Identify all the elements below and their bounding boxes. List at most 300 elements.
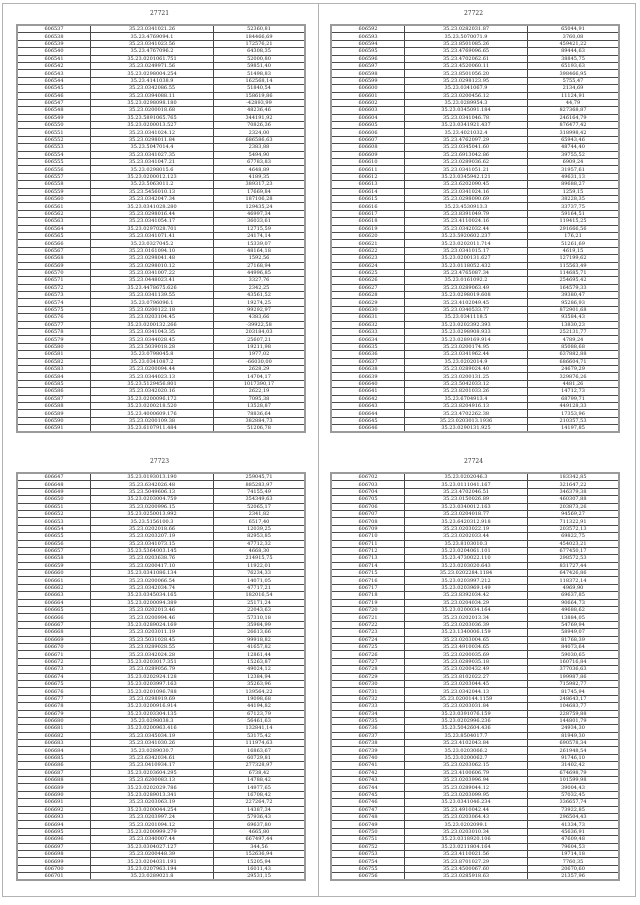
table-row (17, 850, 305, 857)
row-id-cell: 606647 (17, 473, 91, 481)
row-code-cell: 35.23.0304027.127 (91, 843, 214, 850)
row-id-cell: 606627 (331, 284, 405, 291)
row-id-cell: 606579 (17, 336, 91, 343)
table-row (17, 277, 305, 284)
row-id-cell: 606735 (331, 717, 405, 724)
row-id-cell: 606570 (17, 269, 91, 276)
row-id-cell: 606670 (17, 643, 91, 650)
row-id-cell: 606644 (331, 410, 405, 417)
row-code-cell: 35.23.0203063.19 (91, 799, 214, 806)
row-amount-cell: 64308,35 (214, 48, 306, 55)
row-id-cell: 606543 (17, 70, 91, 77)
row-amount-cell: 248643,17 (528, 695, 620, 702)
row-code-cell: 35.23.0341921.437 (405, 122, 528, 129)
row-amount-cell: 4619,15 (528, 247, 620, 254)
row-amount-cell: 104683,77 (528, 703, 620, 710)
row-code-cell: 35.23.0202018.66 (91, 525, 214, 532)
row-code-cell: 35.23.4910034.65 (405, 643, 528, 650)
row-code-cell: 35.23.0341028.280 (91, 203, 214, 210)
table-row (331, 402, 619, 409)
row-code-cell: 35.23.0298011.84 (91, 136, 214, 143)
row-code-cell: 35.23.5456010.13 (91, 188, 214, 195)
table-row (17, 299, 305, 306)
table-row (17, 533, 305, 540)
row-id-cell: 606747 (331, 806, 405, 813)
row-amount-cell: 647426,86 (528, 570, 620, 577)
row-amount-cell: 59030,65 (528, 651, 620, 658)
row-id-cell: 606724 (331, 636, 405, 643)
row-id-cell: 606591 (17, 425, 91, 433)
row-amount-cell: 176,21 (528, 232, 620, 239)
row-code-cell: 35.23.4520060.11 (405, 62, 528, 69)
row-amount-cell: 59851,40 (214, 62, 306, 69)
row-code-cell: 35.23.0298041.48 (91, 255, 214, 262)
row-amount-cell: 36033,61 (214, 218, 306, 225)
row-id-cell: 606668 (17, 629, 91, 636)
row-id-cell: 606664 (17, 599, 91, 606)
row-amount-cell: 15263,87 (214, 658, 306, 665)
row-code-cell: 35.23.5031028.45 (91, 636, 214, 643)
row-amount-cell: 872901,68 (528, 306, 620, 313)
row-id-cell: 606679 (17, 710, 91, 717)
row-amount-cell: 5494,90 (214, 151, 306, 158)
row-code-cell: 35.23.0298919.69 (91, 695, 214, 702)
row-code-cell: 35.23.0204061.101 (405, 547, 528, 554)
table-row (331, 358, 619, 365)
row-id-cell: 606626 (331, 277, 405, 284)
row-code-cell: 35.23.0285918.63 (405, 873, 528, 881)
row-id-cell: 606544 (17, 77, 91, 84)
row-code-cell: 35.23.4021032.4 (405, 129, 528, 136)
row-amount-cell: -42893,99 (214, 99, 306, 106)
row-code-cell: 35.23.8204916.13 (405, 402, 528, 409)
row-amount-cell: 59164,51 (528, 210, 620, 217)
row-amount-cell: 182016,54 (214, 592, 306, 599)
row-amount-cell: 47712,32 (214, 540, 306, 547)
row-code-cell: 35.23.0298019.608 (405, 292, 528, 299)
row-id-cell: 606696 (17, 836, 91, 843)
row-code-cell: 35.23.5891065.765 (91, 114, 214, 121)
table-row (331, 577, 619, 584)
row-id-cell: 606560 (17, 195, 91, 202)
row-code-cell: 35.23.0342086.55 (91, 85, 214, 92)
table-row (17, 791, 305, 798)
row-amount-cell: 827368,87 (528, 107, 620, 114)
row-amount-cell: 199987,86 (528, 673, 620, 680)
table-row (331, 570, 619, 577)
row-amount-cell: 3327,76 (214, 277, 306, 284)
row-amount-cell: 15339,07 (214, 240, 306, 247)
table-row (331, 373, 619, 380)
table-row (17, 129, 305, 136)
row-amount-cell: 677450,17 (528, 547, 620, 554)
row-amount-cell: 119415,25 (528, 218, 620, 225)
row-amount-cell: 31957,61 (528, 166, 620, 173)
row-code-cell: 35.23.0341087.2 (91, 358, 214, 365)
row-code-cell: 35.23.0289024.169 (91, 621, 214, 628)
row-code-cell: 35.23.0341043.35 (91, 329, 214, 336)
row-amount-cell: 78836,64 (214, 410, 306, 417)
row-amount-cell: 259045,71 (214, 473, 306, 481)
row-code-cell: 35.23.0342024.28 (91, 651, 214, 658)
table-row (331, 710, 619, 717)
table-row (331, 195, 619, 202)
table-row (331, 314, 619, 321)
row-amount-cell: 51498,83 (214, 70, 306, 77)
table-row (331, 33, 619, 40)
page-number: 27721 (149, 10, 170, 17)
table-row (331, 821, 619, 828)
table-row (331, 410, 619, 417)
row-code-cell: 35.23.0202284.1184 (405, 570, 528, 577)
row-id-cell: 606603 (331, 107, 405, 114)
table-row (331, 114, 619, 121)
row-amount-cell: 12715,59 (214, 225, 306, 232)
row-id-cell: 606610 (331, 159, 405, 166)
table-row (17, 747, 305, 754)
row-code-cell: 35.23.0200034.164 (405, 607, 528, 614)
table-row (17, 732, 305, 739)
row-id-cell: 606583 (17, 365, 91, 372)
row-amount-cell: 1977,02 (214, 351, 306, 358)
table-row (331, 873, 619, 881)
table-row (17, 688, 305, 695)
row-id-cell: 606633 (331, 329, 405, 336)
row-id-cell: 606719 (331, 599, 405, 606)
row-amount-cell: 21357,96 (528, 873, 620, 881)
row-code-cell: 35.23.0341007.22 (91, 269, 214, 276)
row-amount-cell: 43561,52 (214, 292, 306, 299)
row-amount-cell: 4383,66 (214, 314, 306, 321)
table-row (17, 865, 305, 872)
table-row (331, 473, 619, 481)
table-row (331, 380, 619, 387)
row-code-cell: 35.23.0249971.56 (91, 62, 214, 69)
row-code-cell: 35.23.4100606.79 (405, 769, 528, 776)
row-id-cell: 606576 (17, 314, 91, 321)
row-amount-cell: 15205,94 (214, 858, 306, 865)
table-row (17, 621, 305, 628)
row-code-cell: 35.23.0410934.17 (91, 762, 214, 769)
table-row (331, 636, 619, 643)
row-id-cell: 606618 (331, 218, 405, 225)
row-amount-cell: 2628,29 (214, 365, 306, 372)
table-row (331, 306, 619, 313)
row-amount-cell: 67123,79 (214, 710, 306, 717)
row-code-cell: 35.23.5063011.2 (91, 181, 214, 188)
row-amount-cell: 14197,85 (528, 425, 620, 433)
row-id-cell: 606628 (331, 292, 405, 299)
row-code-cell: 35.23.0341054.17 (91, 218, 214, 225)
row-amount-cell: 57032,45 (528, 791, 620, 798)
row-amount-cell: 6517,40 (214, 518, 306, 525)
row-amount-cell: 54769,94 (528, 621, 620, 628)
row-amount-cell: 24174,14 (214, 232, 306, 239)
row-amount-cell: 41657,82 (214, 643, 306, 650)
row-amount-cell: 81768,39 (528, 636, 620, 643)
table-row (17, 769, 305, 776)
table-row (17, 136, 305, 143)
row-code-cell: 35.23.0282031.87 (405, 25, 528, 33)
row-amount-cell: 377036,63 (528, 666, 620, 673)
row-id-cell: 606589 (17, 410, 91, 417)
row-code-cell: 35.23.0201094.12 (91, 821, 214, 828)
table-row (331, 277, 619, 284)
table-row (331, 828, 619, 835)
table-row (331, 754, 619, 761)
table-row (331, 55, 619, 62)
row-id-cell: 606684 (17, 747, 91, 754)
row-id-cell: 606714 (331, 562, 405, 569)
table-row (17, 754, 305, 761)
row-code-cell: 35.23.0798045.8 (91, 351, 214, 358)
row-code-cell: 35.23.0202011.714 (405, 240, 528, 247)
table-row (331, 592, 619, 599)
row-amount-cell: 6738,42 (214, 769, 306, 776)
row-id-cell: 606545 (17, 85, 91, 92)
table-row (17, 570, 305, 577)
row-id-cell: 606586 (17, 388, 91, 395)
row-code-cell: 35.23.0211804.164 (405, 843, 528, 850)
row-code-cell: 35.23.0289021.8 (91, 873, 214, 881)
row-code-cell: 35.23.0340012.163 (405, 503, 528, 510)
row-amount-cell: 90664,73 (528, 599, 620, 606)
row-code-cell: 35.23.4110021.56 (405, 850, 528, 857)
row-id-cell: 606720 (331, 607, 405, 614)
row-code-cell: 35.23.0202392.393 (405, 321, 528, 328)
row-amount-cell: 459421,22 (528, 40, 620, 47)
row-amount-cell: 91746,10 (528, 754, 620, 761)
row-code-cell: 35.23.0200456.12 (405, 92, 528, 99)
row-code-cell: 35.23.4102049.45 (405, 299, 528, 306)
row-code-cell: 35.23.0200131.25 (405, 373, 528, 380)
table-row (17, 55, 305, 62)
row-id-cell: 606551 (17, 129, 91, 136)
row-amount-cell: 12384,94 (214, 673, 306, 680)
row-code-cell: 35.23.0203036.39 (405, 621, 528, 628)
row-code-cell: 35.23.0200096.172 (91, 395, 214, 402)
row-id-cell: 606743 (331, 777, 405, 784)
row-amount-cell: -39922,58 (214, 321, 306, 328)
row-id-cell: 606729 (331, 673, 405, 680)
row-code-cell: 35.23.0200012.123 (91, 173, 214, 180)
row-code-cell: 35.23.0298016.44 (91, 210, 214, 217)
row-amount-cell: 51261,69 (528, 240, 620, 247)
row-id-cell: 606612 (331, 173, 405, 180)
row-code-cell: 35.23.0203207.19 (91, 533, 214, 540)
row-code-cell: 35.23.0200018.68 (91, 107, 214, 114)
row-amount-cell: 93584,43 (528, 314, 620, 321)
table-row (331, 651, 619, 658)
row-id-cell: 606567 (17, 247, 91, 254)
row-amount-cell: 344,56 (214, 843, 306, 850)
row-code-cell: 35.23.0290131.925 (405, 425, 528, 433)
table-row (17, 473, 305, 481)
row-amount-cell: 228759,88 (528, 710, 620, 717)
table-row (17, 70, 305, 77)
row-code-cell: 35.23.0161092.2 (405, 277, 528, 284)
row-id-cell: 606557 (17, 173, 91, 180)
table-row (17, 210, 305, 217)
row-code-cell: 35.23.0448023.41 (91, 277, 214, 284)
row-amount-cell: 17353,96 (528, 410, 620, 417)
row-code-cell: 35.23.0289028.55 (91, 643, 214, 650)
row-id-cell: 606672 (17, 658, 91, 665)
row-id-cell: 606674 (17, 673, 91, 680)
table-row (331, 673, 619, 680)
table-row (17, 599, 305, 606)
row-amount-cell: 19098,68 (214, 695, 306, 702)
table-row (331, 299, 619, 306)
row-id-cell: 606731 (331, 688, 405, 695)
row-code-cell: 35.23.0250013.992 (91, 510, 214, 517)
row-id-cell: 606641 (331, 388, 405, 395)
table-row (331, 247, 619, 254)
row-id-cell: 606654 (17, 525, 91, 532)
row-code-cell: 35.23.4141038.9 (91, 77, 214, 84)
row-amount-cell: 79604,53 (528, 843, 620, 850)
table-row (17, 247, 305, 254)
row-amount-cell: 89688,27 (528, 181, 620, 188)
table-row (331, 365, 619, 372)
row-amount-cell: 44996,85 (214, 269, 306, 276)
row-amount-cell: 398466,95 (528, 70, 620, 77)
row-amount-cell: 354349,63 (214, 496, 306, 503)
row-code-cell: 35.23.0289169.914 (405, 336, 528, 343)
row-code-cell: 35.23.0289036.62 (405, 159, 528, 166)
table-row (331, 329, 619, 336)
row-code-cell: 35.23.0201096.788 (91, 688, 214, 695)
row-amount-cell: 39380,47 (528, 292, 620, 299)
row-id-cell: 606601 (331, 92, 405, 99)
row-id-cell: 606686 (17, 762, 91, 769)
table-row (17, 481, 305, 488)
row-id-cell: 606556 (17, 166, 91, 173)
row-amount-cell: 252131,77 (528, 329, 620, 336)
row-id-cell: 606594 (331, 40, 405, 47)
row-code-cell: 35.23.6107911.484 (91, 425, 214, 433)
table-row (331, 40, 619, 47)
table-row (17, 122, 305, 129)
table-row (17, 799, 305, 806)
row-amount-cell: 56461,63 (214, 717, 306, 724)
row-id-cell: 606572 (17, 284, 91, 291)
row-amount-cell: 58949,07 (528, 629, 620, 636)
table-row (331, 614, 619, 621)
row-id-cell: 606597 (331, 62, 405, 69)
row-amount-cell: 16863,67 (214, 747, 306, 754)
table-row (331, 166, 619, 173)
table-row (331, 48, 619, 55)
table-row (17, 195, 305, 202)
row-amount-cell: 1259,15 (528, 188, 620, 195)
row-id-cell: 606717 (331, 584, 405, 591)
table-row (17, 48, 305, 55)
row-code-cell: 35.23.0200448.39 (91, 850, 214, 857)
table-row (331, 417, 619, 424)
row-amount-cell: 885283,97 (214, 481, 306, 488)
row-id-cell: 606740 (331, 754, 405, 761)
row-amount-cell: 291666,56 (528, 225, 620, 232)
row-code-cell: 35.23.6704913.4 (405, 395, 528, 402)
row-code-cell: 35.23.0342044.13 (405, 688, 528, 695)
page-27722 (330, 9, 617, 433)
row-code-cell: 35.23.0203020.643 (405, 562, 528, 569)
row-id-cell: 606660 (17, 570, 91, 577)
row-amount-cell: 336657,74 (528, 799, 620, 806)
row-amount-cell: 7760,35 (528, 858, 620, 865)
row-amount-cell: 346379,38 (528, 488, 620, 495)
table-row (17, 710, 305, 717)
row-id-cell: 606723 (331, 629, 405, 636)
row-id-cell: 606746 (331, 799, 405, 806)
row-amount-cell: 162568,14 (214, 77, 306, 84)
row-amount-cell: 667497,44 (214, 836, 306, 843)
row-code-cell: 35.23.0289056.79 (91, 666, 214, 673)
row-id-cell: 606701 (17, 873, 91, 881)
row-code-cell: 35.23.0200963.416 (91, 725, 214, 732)
row-code-cell: 35.23.0342020.16 (91, 388, 214, 395)
row-code-cell: 35.23.1340006.159 (405, 629, 528, 636)
row-id-cell: 606648 (17, 481, 91, 488)
row-id-cell: 606705 (331, 496, 405, 503)
row-amount-cell: 876477,42 (528, 122, 620, 129)
row-id-cell: 606622 (331, 247, 405, 254)
row-id-cell: 606657 (17, 547, 91, 554)
table-row (331, 695, 619, 702)
row-id-cell: 606540 (17, 48, 91, 55)
row-id-cell: 606573 (17, 292, 91, 299)
row-amount-cell: 69637,80 (214, 821, 306, 828)
table-row (17, 813, 305, 820)
table-row (331, 62, 619, 69)
row-id-cell: 606547 (17, 99, 91, 106)
row-amount-cell: 53175,42 (214, 732, 306, 739)
row-code-cell: 35.23.0200035.69 (405, 651, 528, 658)
row-code-cell: 35.23.4910042.44 (405, 806, 528, 813)
row-id-cell: 606755 (331, 865, 405, 872)
row-amount-cell: 129435,24 (214, 203, 306, 210)
row-amount-cell: 13884,05 (528, 614, 620, 621)
row-code-cell: 35.23.4730022.110 (405, 555, 528, 562)
table-row (17, 607, 305, 614)
row-amount-cell: 831727,44 (528, 562, 620, 569)
row-code-cell: 35.23.0289013.341 (91, 791, 214, 798)
row-amount-cell: 60729,81 (214, 754, 306, 761)
row-id-cell: 606568 (17, 255, 91, 262)
table-row (331, 813, 619, 820)
row-id-cell: 606562 (17, 210, 91, 217)
table-row (17, 584, 305, 591)
row-id-cell: 606631 (331, 314, 405, 321)
row-code-cell: 35.23.8392034.42 (405, 592, 528, 599)
table-row (17, 540, 305, 547)
row-code-cell: 35.23.0203099.95 (405, 791, 528, 798)
table-row (17, 114, 305, 121)
table-row (331, 740, 619, 747)
table-row (17, 329, 305, 336)
row-amount-cell: 17669,84 (214, 188, 306, 195)
row-id-cell: 606639 (331, 373, 405, 380)
table-row (331, 747, 619, 754)
table-row (331, 836, 619, 843)
table-row (331, 269, 619, 276)
row-amount-cell: 637882,88 (528, 351, 620, 358)
row-amount-cell: 19211,98 (214, 343, 306, 350)
table-row (17, 806, 305, 813)
row-id-cell: 606658 (17, 555, 91, 562)
row-code-cell: 35.23.6200083.13 (91, 777, 214, 784)
